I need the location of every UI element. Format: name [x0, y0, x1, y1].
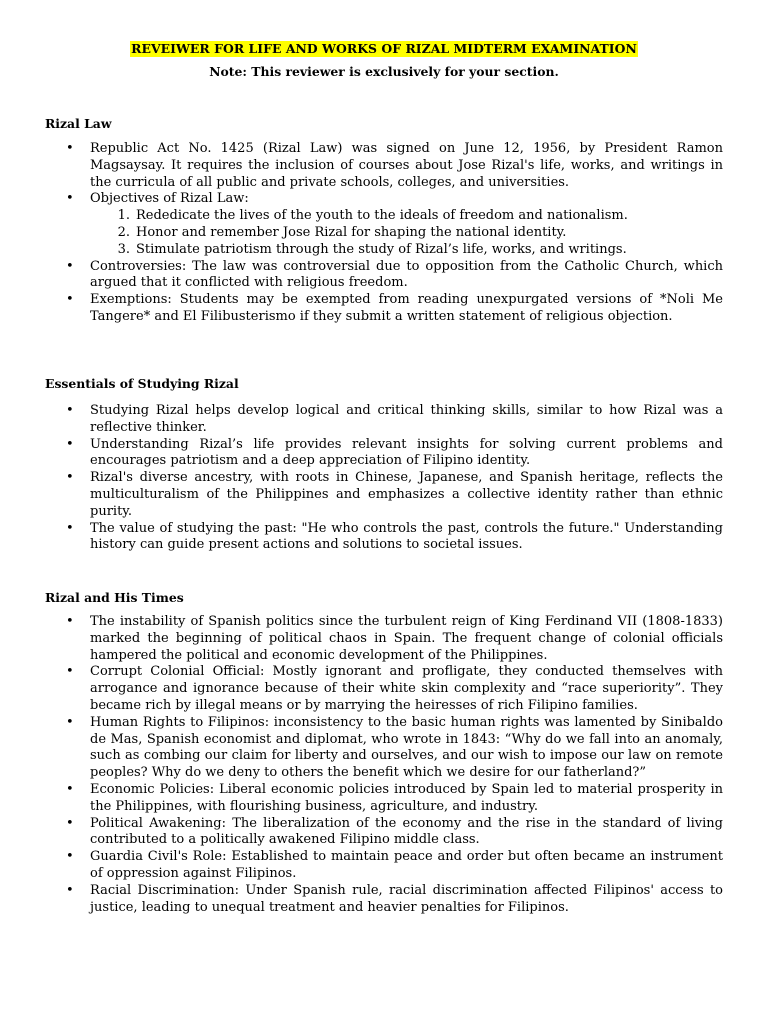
objectives-list [90, 208, 723, 258]
list-item [0, 849, 768, 883]
bullet-icon: • [66, 403, 74, 418]
bullet-icon: • [66, 882, 74, 898]
title-wrapper [0, 38, 768, 57]
list-item [0, 816, 768, 850]
bullet-icon: • [66, 436, 74, 452]
bullet-icon: • [66, 470, 74, 486]
objective-number: 1. [117, 208, 130, 224]
list-item [0, 715, 768, 782]
objective-number: 2. [117, 224, 130, 240]
bullet-icon: • [66, 849, 74, 865]
section-heading-essentials: Essentials of Studying Rizal [45, 376, 239, 391]
list-item-text: Controversies: The law was controversial due to opposition from the Catholic Church, which argued that it conflicted with religious freedom. [90, 258, 723, 291]
list-item-text: Understanding Rizal’s life provides relevant insights for solving current problems and encourages patriotism and a deep appreciation of Filipino identity. [90, 436, 723, 469]
objective-item [90, 225, 723, 242]
list-item-text: Racial Discrimination: Under Spanish rule, racial discrimination affected Filipinos' access to justice, leading to unequal treatment and heavier penalties for Filipinos. [90, 882, 723, 915]
list-item [0, 521, 768, 555]
list-item [0, 141, 768, 191]
objective-text: Stimulate patriotism through the study of Rizal’s life, works, and writings. [136, 241, 627, 257]
list-item-text: Corrupt Colonial Official: Mostly ignorant and profligate, they conducted themselves with arrogance and ignorance because of their white skin complexity and “race superiority”. They became rich by illegal means or by marrying the heiresses of rich Filipino families. [90, 664, 723, 713]
list-item [0, 437, 768, 471]
document-title: REVEIWER FOR LIFE AND WORKS OF RIZAL MIDTERM EXAMINATION [131, 41, 637, 56]
list-item-text: Exemptions: Students may be exempted from reading unexpurgated versions of *Noli Me Tangere* and El Filibusterismo if they submit a written statement of religious objection. [90, 292, 723, 324]
objective-item [90, 208, 723, 225]
list-item-text: The instability of Spanish politics since the turbulent reign of King Ferdinand VII (1808-1833) marked the beginning of political chaos in Spain. The frequent change of colonial officials hampered the political and economic development of the Philippines. [90, 614, 723, 663]
bullet-icon: • [66, 292, 74, 308]
list-item [0, 664, 768, 714]
list-item-text: Economic Policies: Liberal economic policies introduced by Spain led to material prosperity in the Philippines, with flourishing business, agriculture, and industry. [90, 781, 723, 814]
list-item-text: Human Rights to Filipinos: inconsistency to the basic human rights was lamented by Sinibaldo de Mas, Spanish economist and diplomat, who wrote in 1843: “Why do we fall into an anomaly, such as combing our claim for liberty and ourselves, and our wish to impose our law on remote peoples? Why do we deny to others the benefit which we desire for our fatherland?” [90, 714, 723, 781]
bullet-icon: • [66, 520, 74, 536]
list-item [0, 614, 768, 664]
bullet-icon: • [66, 614, 74, 629]
list-item-text: Objectives of Rizal Law: [90, 191, 249, 207]
bullet-icon: • [66, 815, 74, 831]
list-item [0, 470, 768, 520]
objective-text: Rededicate the lives of the youth to the ideals of freedom and nationalism. [136, 208, 628, 224]
list-item-text: Guardia Civil's Role: Established to maintain peace and order but often became an instrument of oppression against Filipinos. [90, 849, 723, 881]
list-item [0, 782, 768, 816]
rizal-law-list [0, 141, 768, 326]
list-item-text: The value of studying the past: "He who controls the past, controls the future." Understanding history can guide present actions and solutions to societal issues. [90, 520, 723, 553]
section-heading-rizal-law: Rizal Law [45, 116, 112, 131]
list-item [0, 259, 768, 293]
objective-item [90, 242, 723, 259]
list-item-text: Republic Act No. 1425 (Rizal Law) was signed on June 12, 1956, by President Ramon Magsaysay. It requires the inclusion of courses about Jose Rizal's life, works, and writings in the curricula of all public and private schools, colleges, and universities. [90, 141, 723, 190]
list-item-text: Political Awakening: The liberalization of the economy and the rise in the standard of living contributed to a politically awakened Filipino middle class. [90, 815, 723, 848]
objective-text: Honor and remember Jose Rizal for shaping the national identity. [136, 224, 567, 240]
bullet-icon: • [66, 258, 74, 274]
list-item-text: Rizal's diverse ancestry, with roots in Chinese, Japanese, and Spanish heritage, reflects the multiculturalism of the Philippines and emphasizes a collective identity rather than ethnic purity. [90, 470, 723, 519]
rizal-times-list [0, 614, 768, 916]
section-heading-rizal-times: Rizal and His Times [45, 590, 184, 605]
bullet-icon: • [66, 191, 74, 207]
list-item-text: Studying Rizal helps develop logical and critical thinking skills, similar to how Rizal was a reflective thinker. [90, 403, 723, 435]
list-item [0, 292, 768, 326]
bullet-icon: • [66, 664, 74, 680]
section-note: Note: This reviewer is exclusively for your section. [209, 64, 559, 79]
essentials-list [0, 403, 768, 554]
bullet-icon: • [66, 141, 74, 156]
list-item [0, 883, 768, 917]
objective-number: 3. [117, 241, 130, 257]
bullet-icon: • [66, 714, 74, 730]
bullet-icon: • [66, 781, 74, 797]
list-item [0, 403, 768, 437]
list-item [0, 191, 768, 258]
